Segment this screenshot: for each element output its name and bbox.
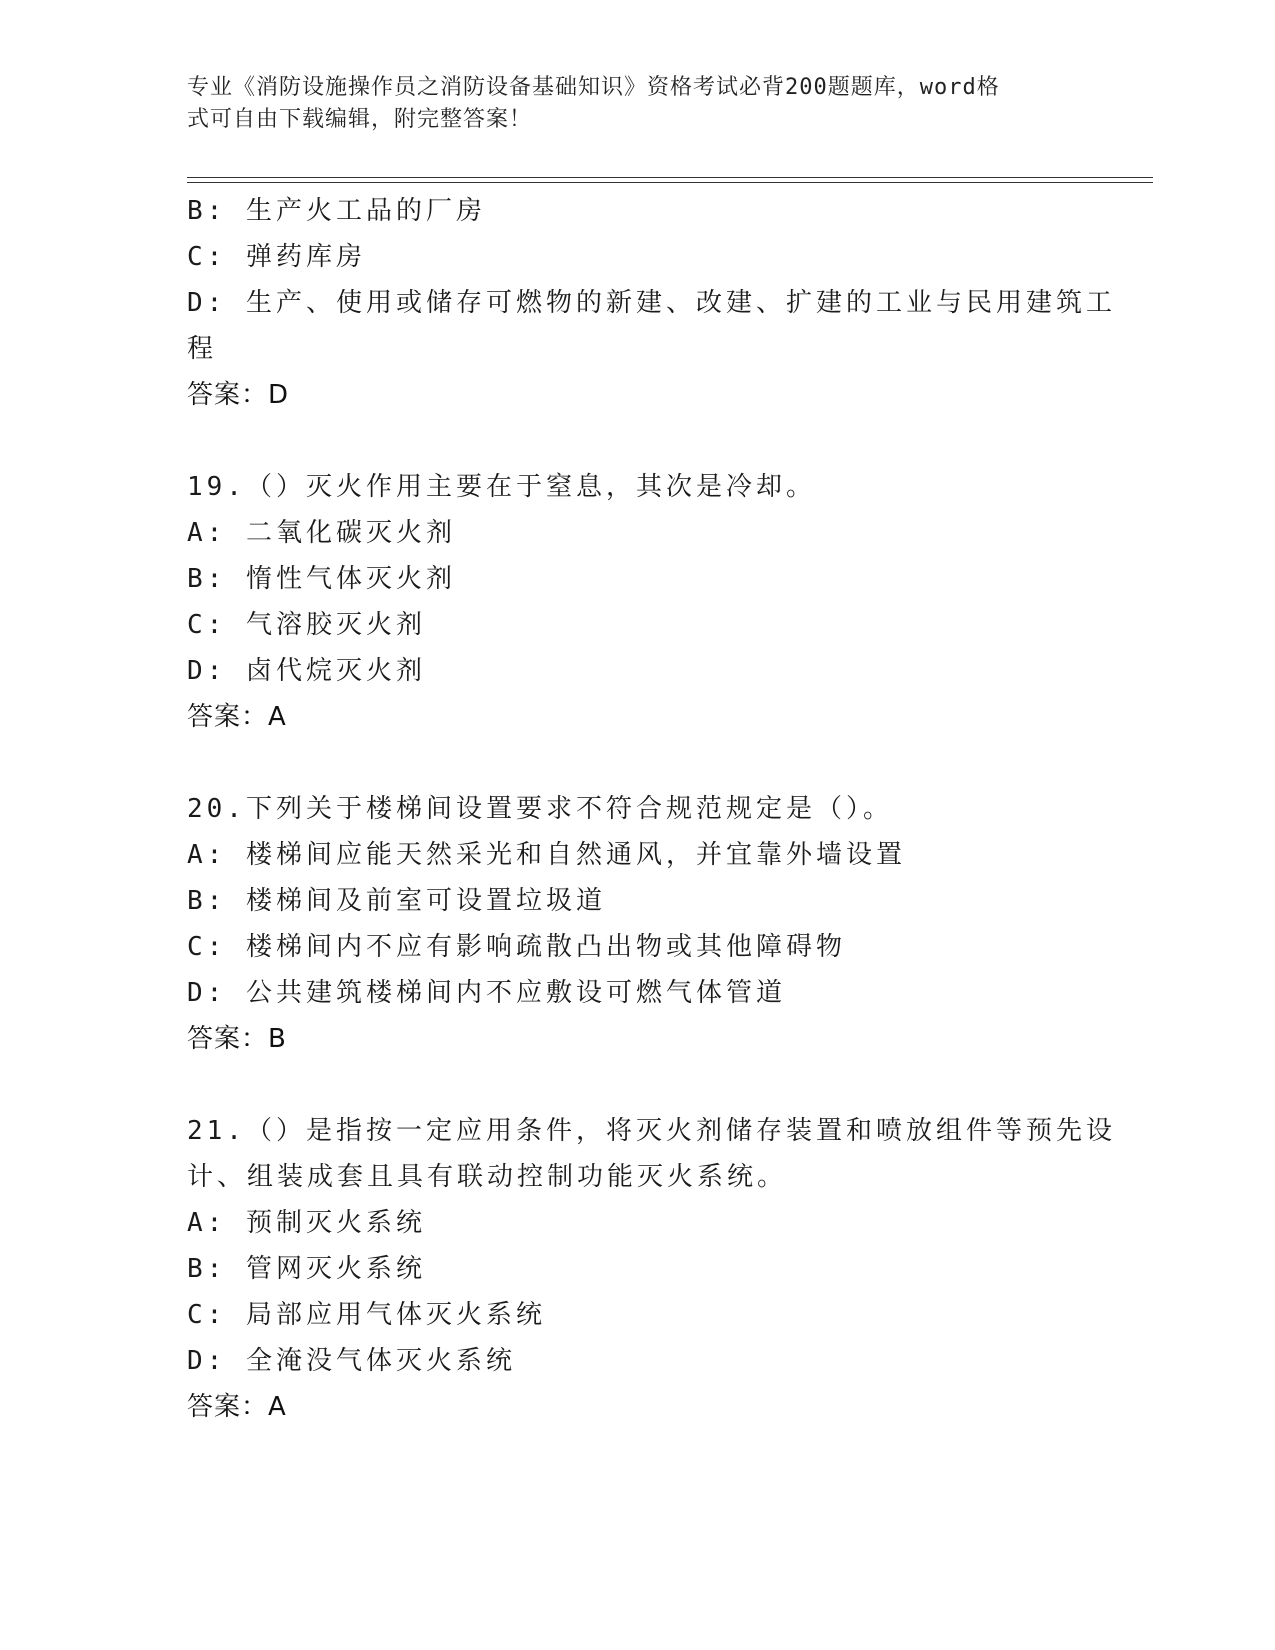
header-title-line-1: 专业《消防设施操作员之消防设备基础知识》资格考试必背200题题库，word格	[187, 75, 1000, 100]
option-d: D: 生产、使用或储存可燃物的新建、改建、扩建的工业与民用建筑工	[187, 288, 1116, 318]
answer-line: 答案：D	[187, 380, 290, 410]
question-19	[187, 464, 1087, 740]
header-title-line-2: 式可自由下载编辑，附完整答案！	[187, 107, 533, 132]
option-c: C: 楼梯间内不应有影响疏散凸出物或其他障碍物	[187, 932, 846, 962]
answer-line: 答案：A	[187, 1392, 287, 1422]
header-divider-bottom	[187, 182, 1153, 183]
option-c: C: 气溶胶灭火剂	[187, 610, 426, 640]
option-a: A: 二氧化碳灭火剂	[187, 518, 456, 548]
option-b: B: 惰性气体灭火剂	[187, 564, 456, 594]
option-c: C: 局部应用气体灭火系统	[187, 1300, 546, 1330]
question-20	[187, 786, 1087, 1062]
answer-line: 答案：B	[187, 1024, 287, 1054]
question-stem: 21.（）是指按一定应用条件，将灭火剂储存装置和喷放组件等预先设	[187, 1116, 1116, 1146]
option-d: D: 卤代烷灭火剂	[187, 656, 426, 686]
option-c: C: 弹药库房	[187, 242, 366, 272]
question-stem-continued: 计、组装成套且具有联动控制功能灭火系统。	[187, 1162, 788, 1192]
option-b: B: 管网灭火系统	[187, 1254, 426, 1284]
header-divider-top	[187, 177, 1153, 178]
option-d: D: 公共建筑楼梯间内不应敷设可燃气体管道	[187, 978, 786, 1008]
answer-line: 答案：A	[187, 702, 287, 732]
question-21	[187, 1108, 1116, 1430]
option-b: B: 楼梯间及前室可设置垃圾道	[187, 886, 606, 916]
document-header	[187, 72, 1067, 136]
option-b: B: 生产火工品的厂房	[187, 196, 486, 226]
question-stem: 19.（）灭火作用主要在于窒息，其次是冷却。	[187, 472, 816, 502]
document-body	[187, 188, 1116, 1430]
question-18-continuation	[187, 188, 1116, 418]
option-d-continued: 程	[187, 334, 218, 364]
option-d: D: 全淹没气体灭火系统	[187, 1346, 516, 1376]
option-a: A: 预制灭火系统	[187, 1208, 426, 1238]
option-a: A: 楼梯间应能天然采光和自然通风，并宜靠外墙设置	[187, 840, 906, 870]
question-stem: 20.下列关于楼梯间设置要求不符合规范规定是（）。	[187, 794, 893, 824]
